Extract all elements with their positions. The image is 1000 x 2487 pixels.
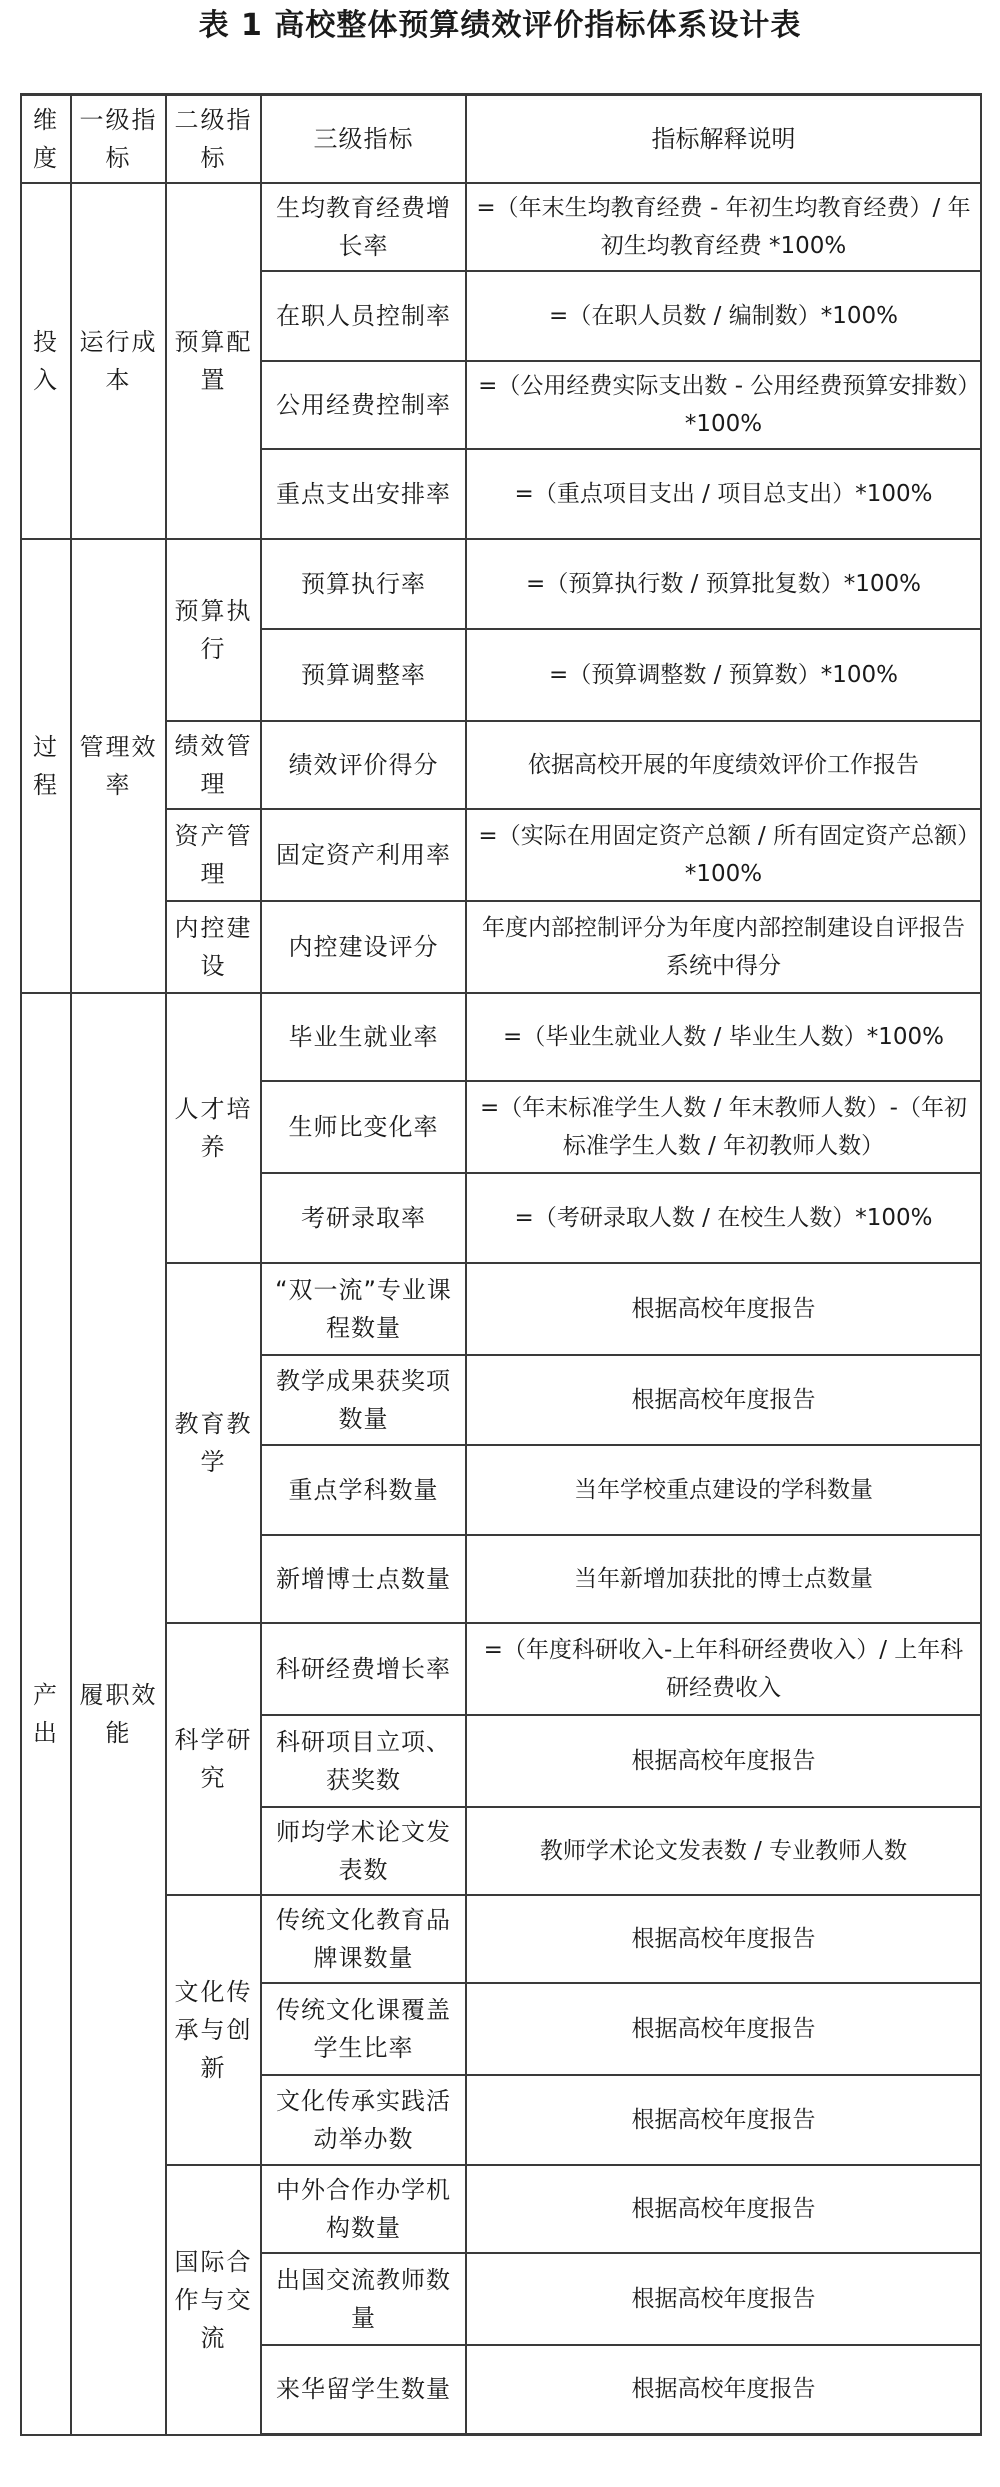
indicator-explanation-cell: =（预算执行数 / 预算批复数）*100% [466,539,981,629]
level3-indicator-cell: 内控建设评分 [261,901,466,993]
table-title: 表 1 高校整体预算绩效评价指标体系设计表 [198,8,802,43]
level3-indicator-cell: 在职人员控制率 [261,271,466,361]
indicator-explanation-cell: 根据高校年度报告 [466,2253,981,2345]
level3-indicator-cell: 中外合作办学机构数量 [261,2165,466,2253]
level2-indicator-cell: 人才培养 [166,993,261,1263]
indicator-explanation-cell: 根据高校年度报告 [466,1715,981,1807]
indicator-explanation-cell: 年度内部控制评分为年度内部控制建设自评报告系统中得分 [466,901,981,993]
indicator-explanation-cell: 根据高校年度报告 [466,1263,981,1355]
level3-indicator-cell: “双一流”专业课程数量 [261,1263,466,1355]
level3-indicator-cell: 生师比变化率 [261,1081,466,1173]
indicator-explanation-cell: 根据高校年度报告 [466,2345,981,2435]
indicator-explanation-cell: =（预算调整数 / 预算数）*100% [466,629,981,721]
indicator-explanation-cell: =（重点项目支出 / 项目总支出）*100% [466,449,981,539]
indicator-explanation-cell: =（毕业生就业人数 / 毕业生人数）*100% [466,993,981,1081]
level2-indicator-cell: 文化传承与创新 [166,1895,261,2165]
level3-indicator-cell: 毕业生就业率 [261,993,466,1081]
level2-indicator-cell: 资产管理 [166,809,261,901]
level2-indicator-cell: 预算执行 [166,539,261,721]
indicator-explanation-cell: 根据高校年度报告 [466,1983,981,2075]
table-row [21,183,981,271]
header-explanation: 指标解释说明 [466,95,981,183]
level3-indicator-cell: 新增博士点数量 [261,1535,466,1623]
indicator-explanation-cell: 根据高校年度报告 [466,1895,981,1983]
level3-indicator-cell: 传统文化教育品牌课数量 [261,1895,466,1983]
level3-indicator-cell: 预算调整率 [261,629,466,721]
level3-indicator-cell: 重点支出安排率 [261,449,466,539]
level2-indicator-cell: 教育教学 [166,1263,261,1623]
indicator-explanation-cell: 根据高校年度报告 [466,1355,981,1445]
indicator-explanation-cell: 当年学校重点建设的学科数量 [466,1445,981,1535]
level1-indicator-cell: 运行成本 [71,183,166,539]
level2-indicator-cell: 国际合作与交流 [166,2165,261,2435]
level3-indicator-cell: 来华留学生数量 [261,2345,466,2435]
indicator-explanation-cell: =（在职人员数 / 编制数）*100% [466,271,981,361]
level3-indicator-cell: 科研经费增长率 [261,1623,466,1715]
indicator-table [20,93,982,2436]
table-row [21,539,981,629]
indicator-explanation-cell: =（考研录取人数 / 在校生人数）*100% [466,1173,981,1263]
level3-indicator-cell: 绩效评价得分 [261,721,466,809]
indicator-explanation-cell: =（公用经费实际支出数 - 公用经费预算安排数）*100% [466,361,981,449]
level3-indicator-cell: 固定资产利用率 [261,809,466,901]
indicator-explanation-cell: =（年末生均教育经费 - 年初生均教育经费）/ 年初生均教育经费 *100% [466,183,981,271]
level3-indicator-cell: 传统文化课覆盖学生比率 [261,1983,466,2075]
level3-indicator-cell: 出国交流教师数量 [261,2253,466,2345]
level3-indicator-cell: 生均教育经费增长率 [261,183,466,271]
dimension-cell: 产出 [21,993,71,2435]
indicator-explanation-cell: =（年度科研收入-上年科研经费收入）/ 上年科研经费收入 [466,1623,981,1715]
level2-indicator-cell: 内控建设 [166,901,261,993]
indicator-explanation-cell: 依据高校开展的年度绩效评价工作报告 [466,721,981,809]
header-level3: 三级指标 [261,95,466,183]
indicator-explanation-cell: 根据高校年度报告 [466,2165,981,2253]
header-dimension: 维度 [21,95,71,183]
header-level2: 二级指标 [166,95,261,183]
level2-indicator-cell: 绩效管理 [166,721,261,809]
level3-indicator-cell: 预算执行率 [261,539,466,629]
level3-indicator-cell: 教学成果获奖项数量 [261,1355,466,1445]
indicator-explanation-cell: 当年新增加获批的博士点数量 [466,1535,981,1623]
level3-indicator-cell: 文化传承实践活动举办数 [261,2075,466,2165]
table-row [21,993,981,1081]
indicator-explanation-cell: =（年末标准学生人数 / 年末教师人数）-（年初标准学生人数 / 年初教师人数） [466,1081,981,1173]
level2-indicator-cell: 预算配置 [166,183,261,539]
dimension-cell: 过程 [21,539,71,993]
level1-indicator-cell: 管理效率 [71,539,166,993]
indicator-explanation-cell: 根据高校年度报告 [466,2075,981,2165]
table-header-row [21,95,981,183]
level3-indicator-cell: 公用经费控制率 [261,361,466,449]
dimension-cell: 投入 [21,183,71,539]
level3-indicator-cell: 重点学科数量 [261,1445,466,1535]
indicator-explanation-cell: 教师学术论文发表数 / 专业教师人数 [466,1807,981,1895]
level2-indicator-cell: 科学研究 [166,1623,261,1895]
level3-indicator-cell: 科研项目立项、获奖数 [261,1715,466,1807]
level3-indicator-cell: 考研录取率 [261,1173,466,1263]
level1-indicator-cell: 履职效能 [71,993,166,2435]
header-level1: 一级指标 [71,95,166,183]
indicator-explanation-cell: =（实际在用固定资产总额 / 所有固定资产总额）*100% [466,809,981,901]
level3-indicator-cell: 师均学术论文发表数 [261,1807,466,1895]
